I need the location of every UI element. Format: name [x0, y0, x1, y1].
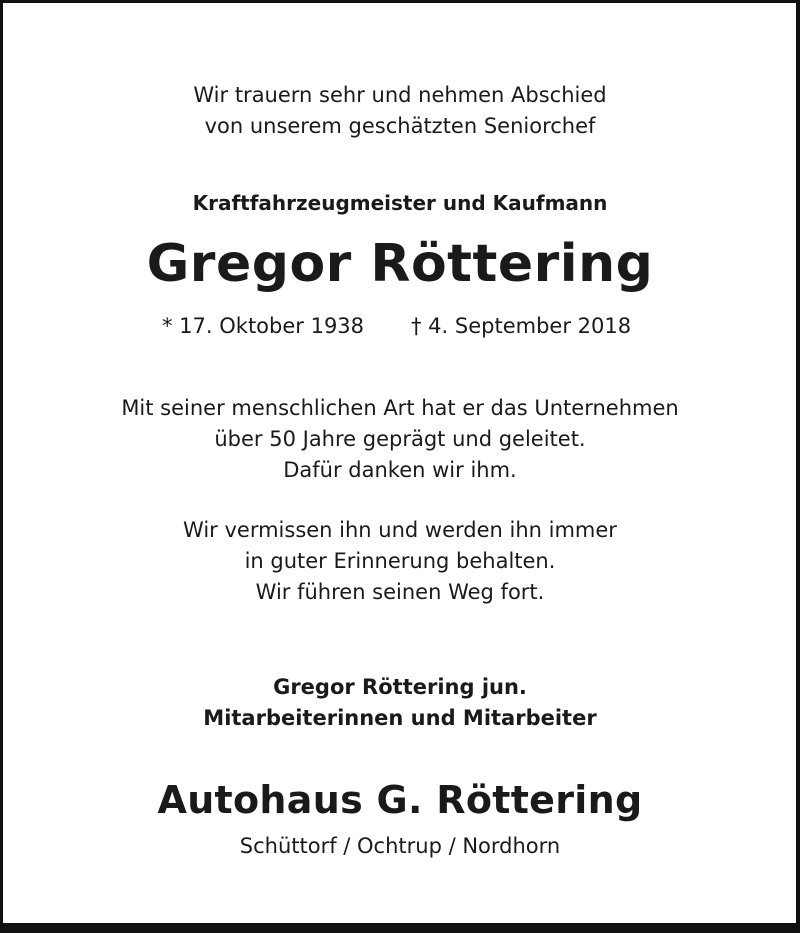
death-date: † 4. September 2018	[411, 314, 632, 338]
mourner-staff: Mitarbeiterinnen und Mitarbeiter	[203, 706, 597, 730]
birth-date: * 17. Oktober 1938	[162, 314, 365, 338]
tribute-line-3: Dafür danken wir ihm.	[283, 458, 517, 482]
tribute-line-2: über 50 Jahre geprägt und geleitet.	[214, 427, 586, 451]
mourner-name: Gregor Röttering jun.	[273, 675, 527, 699]
intro-line-2: von unserem geschätzten Seniorchef	[204, 114, 596, 138]
tribute-line-1: Mit seiner menschlichen Art hat er das Unternehmen	[121, 396, 679, 420]
remembrance-line-1: Wir vermissen ihn und werden ihn immer	[183, 518, 617, 542]
profession-title: Kraftfahrzeugmeister und Kaufmann	[192, 191, 608, 215]
company-name: Autohaus G. Röttering	[157, 778, 643, 822]
remembrance-line-3: Wir führen seinen Weg fort.	[255, 580, 545, 604]
intro-line-1: Wir trauern sehr und nehmen Abschied	[193, 83, 607, 107]
company-locations: Schüttorf / Ochtrup / Nordhorn	[239, 834, 561, 858]
remembrance-line-2: in guter Erinnerung behalten.	[244, 549, 556, 573]
life-dates	[0, 316, 800, 342]
deceased-name: Gregor Röttering	[146, 234, 654, 294]
